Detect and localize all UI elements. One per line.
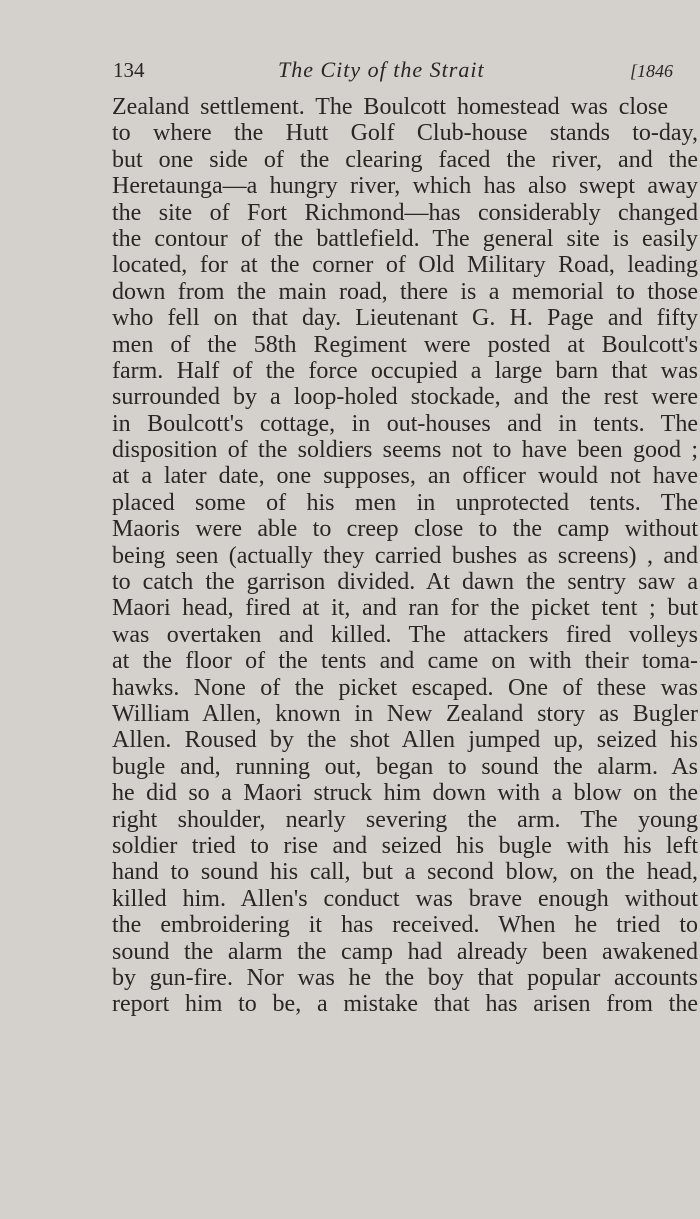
text-line: Heretaunga—a hungry river, which has also swept away: [112, 173, 698, 200]
text-line: he did so a Maori struck him down with a blow on the: [112, 780, 698, 807]
text-line: Maori head, fired at it, and ran for the picket tent ; but: [112, 595, 698, 622]
text-line: soldier tried to rise and seized his bugle with his left: [112, 832, 698, 859]
text-line: placed some of his men in unprotected tents. The: [112, 489, 698, 516]
text-line: Allen. Roused by the shot Allen jumped up, seized his: [112, 727, 698, 754]
text-line: Maoris were able to creep close to the camp without: [112, 516, 698, 543]
text-line: farm. Half of the force occupied a large barn that was: [112, 357, 698, 384]
text-line: men of the 58th Regiment were posted at Boulcott's: [112, 331, 698, 358]
text-line: in Boulcott's cottage, in out-houses and in tents. The: [112, 410, 698, 437]
running-title: The City of the Strait: [278, 57, 485, 82]
text-line: by gun-fire. Nor was he the boy that popular accounts: [112, 964, 698, 991]
text-line: who fell on that day. Lieutenant G. H. Page and fifty: [112, 305, 698, 332]
text-line: at a later date, one supposes, an officer would not have: [112, 463, 698, 490]
text-line: bugle and, running out, began to sound the alarm. As: [112, 753, 698, 780]
text-line: located, for at the corner of Old Military Road, leading: [112, 252, 698, 279]
text-line: hand to sound his call, but a second blow, on the head,: [112, 859, 698, 886]
text-line: at the floor of the tents and came on with their toma-: [112, 648, 698, 675]
text-line: hawks. None of the picket escaped. One of these was: [112, 674, 698, 701]
text-line: down from the main road, there is a memorial to those: [112, 278, 698, 305]
text-line: to catch the garrison divided. At dawn the sentry saw a: [112, 569, 698, 596]
body-text: [112, 94, 698, 1018]
text-line: the embroidering it has received. When he tried to: [112, 912, 698, 939]
text-line: right shoulder, nearly severing the arm. The young: [112, 806, 698, 833]
text-line: William Allen, known in New Zealand story as Bugler: [112, 700, 698, 727]
text-line: being seen (actually they carried bushes as screens) , and: [112, 542, 698, 569]
text-line: but one side of the clearing faced the river, and the: [112, 146, 698, 173]
page-header: [113, 56, 673, 84]
text-line: the site of Fort Richmond—has considerably changed: [112, 199, 698, 226]
text-line: to where the Hutt Golf Club-house stands to-day,: [112, 120, 698, 147]
text-line: report him to be, a mistake that has arisen from the: [112, 991, 698, 1018]
text-line: Zealand settlement. The Boulcott homestead was close: [112, 94, 668, 120]
page-number: 134: [113, 58, 145, 82]
text-line: the contour of the battlefield. The general site is easily: [112, 225, 698, 252]
text-line: surrounded by a loop-holed stockade, and the rest were: [112, 384, 698, 411]
year-marker: [1846: [629, 61, 673, 81]
text-line: disposition of the soldiers seems not to have been good ;: [112, 437, 698, 464]
text-line: sound the alarm the camp had already been awakened: [112, 938, 698, 965]
text-line: was overtaken and killed. The attackers fired volleys: [112, 621, 698, 648]
text-line: killed him. Allen's conduct was brave enough without: [112, 885, 698, 912]
